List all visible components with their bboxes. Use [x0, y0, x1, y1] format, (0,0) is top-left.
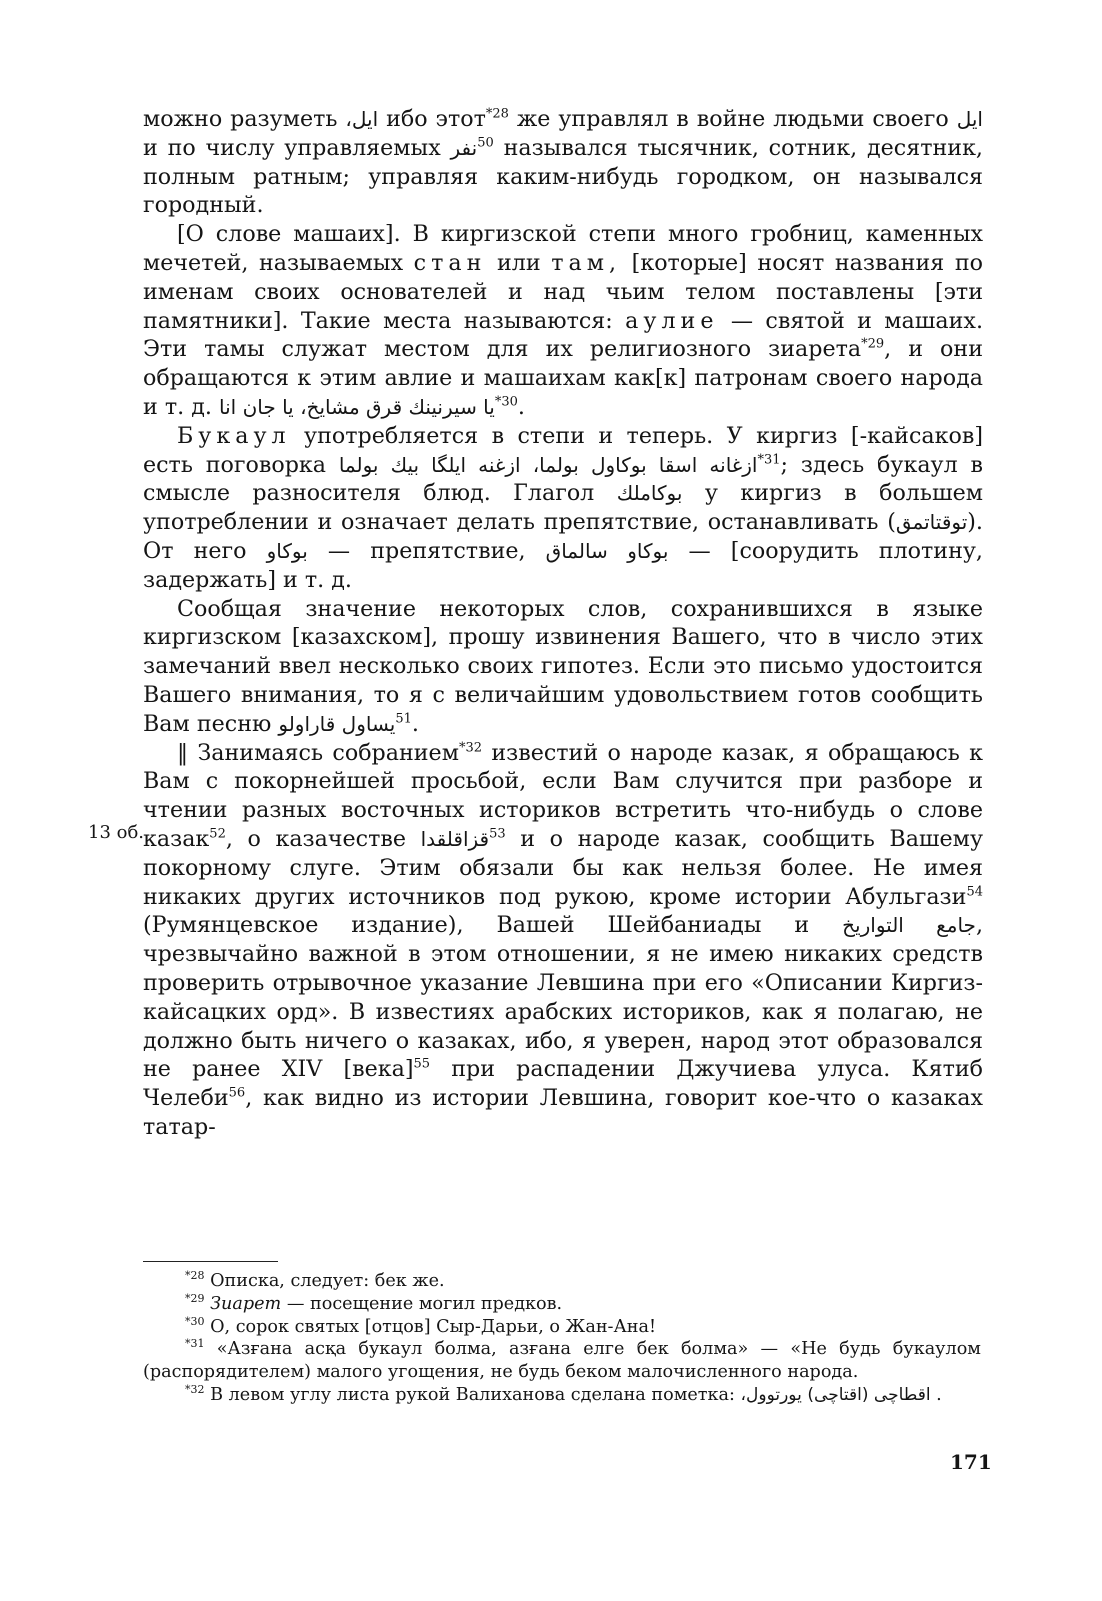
- text-run: .: [517, 393, 525, 420]
- text-run: , и они обращаются к этим авлие и машаихам как[к] патронам своего народа и т. д.: [143, 336, 983, 420]
- arabic-word: قزاقلقدا: [420, 826, 490, 851]
- footnote-ref: *31: [757, 452, 781, 468]
- endnote-ref: 52: [209, 826, 226, 842]
- footnote-term: Зиарет: [210, 1293, 282, 1314]
- arabic-word: توقتاتمق: [895, 510, 968, 535]
- text-run: у киргиз в большем употреблении и означает делать препятствие, останавливать (: [143, 480, 983, 536]
- arabic-phrase: اقطاچی (اقتاچی): [807, 1384, 931, 1405]
- text-run: же управлял в войне людьми своего: [508, 106, 957, 132]
- endnote-ref: 56: [228, 1085, 246, 1101]
- text-run: ). От него: [143, 509, 983, 564]
- arabic-phrase: یساول قاراولو: [278, 711, 396, 736]
- paragraph-2: [143, 220, 983, 422]
- endnote-ref: 51: [395, 711, 412, 727]
- arabic-word: نفر: [450, 135, 478, 160]
- paragraph-1: [143, 105, 983, 220]
- text-run: или: [486, 249, 552, 276]
- spaced-term: аулие: [625, 307, 719, 334]
- arabic-word: بوکاو: [266, 538, 308, 563]
- text-run: (Румянцевское издание), Вашей Шейбаниады и: [143, 912, 843, 939]
- text-run: и о народе казак, сообщить Вашему покорному слуге. Этим обязали бы как нельзя более. Не имея никаких других источников под рукою, кроме истории Абульгази: [143, 825, 983, 910]
- text-run: , как видно из истории Левшина, говорит кое-что о казаках татар-: [143, 1085, 983, 1140]
- footnote-number: *28: [185, 1269, 205, 1283]
- text-run: можно разуметь: [143, 106, 346, 132]
- footnote-text: — посещение могил предков.: [281, 1293, 563, 1314]
- arabic-phrase: جامع التواریخ: [842, 913, 976, 938]
- footnote-32: [143, 1384, 981, 1407]
- arabic-word: ایل،: [345, 107, 379, 131]
- arabic-word: یورتوول،: [740, 1384, 802, 1405]
- text-run: [которые] носят названия по именам своих основателей и над чьим телом поставлены [эти памятники]. Такие места называются:: [143, 249, 983, 334]
- main-text: [143, 105, 983, 1142]
- spaced-term: Букаул: [177, 422, 291, 449]
- text-run: и по числу управляемых: [143, 134, 451, 161]
- footnote-text: О, сорок святых [отцов] Сыр-Дарьи, о Жан-Ана!: [204, 1316, 657, 1337]
- footnote-ref: *28: [485, 106, 509, 122]
- footnote-text: .: [930, 1384, 942, 1405]
- footnote-ref: *29: [861, 336, 885, 352]
- spaced-term: там,: [551, 249, 622, 276]
- endnote-ref: 54: [966, 884, 983, 900]
- paragraph-5: [143, 739, 983, 1142]
- arabic-word: ایل: [956, 107, 983, 131]
- arabic-phrase: ازغانه اسقا بوکاول بولما، ازغنه ایلگا بیك بولما: [338, 452, 758, 477]
- footnotes: [143, 1270, 981, 1407]
- paragraph-3: [143, 422, 983, 595]
- text-run: употребляется в степи и теперь. У киргиз [-кайсаков] есть поговорка: [143, 422, 983, 478]
- footnote-number: *32: [185, 1383, 205, 1397]
- arabic-phrase: یا سیرنینك قرق مشایخ، یا جان انا: [219, 394, 495, 419]
- text-run: — святой и машаих. Эти тамы служат местом для их религиозного зиарета: [143, 307, 983, 363]
- text-run: .: [411, 710, 419, 737]
- page-number: 171: [950, 1450, 992, 1474]
- text-run: ‖ Занимаясь собранием: [177, 739, 459, 766]
- footnote-text: «Азғана асқа букаул болма, азғана елге бек болма» — «Не будь букаулом (распорядителем) малого угощения, не будь беком малочисленного народа.: [143, 1339, 981, 1383]
- footnote-30: [143, 1316, 981, 1339]
- footnote-31: [143, 1338, 981, 1384]
- text-run: ; здесь букаул в смысле разносителя блюд. Глагол: [143, 451, 984, 507]
- endnote-ref: 55: [413, 1056, 431, 1072]
- spaced-term: стан: [413, 249, 487, 276]
- paragraph-4: [143, 595, 983, 739]
- text-run: — препятствие,: [307, 537, 546, 564]
- text-run: известий о народе казак, я обращаюсь к Вам с покорнейшей просьбой, если Вам случится при разборе и чтении разных восточных историков встретить что-нибудь о слове казак: [143, 739, 983, 852]
- footnote-ref: *32: [458, 740, 482, 756]
- text-run: , чрезвычайно важной в этом отношении, я не имею никаких средств проверить отрывочное указание Левшина при его «Описании Киргиз-кайсацких орд». В известиях арабских историков, как я полагаю, не должно быть ничего о казаках, ибо, я уверен, народ этот образовался не ранее XIV [века]: [143, 912, 983, 1083]
- text-run: ибо этот: [378, 106, 486, 132]
- text-run: назывался тысячник, сотник, десятник, полным ратным; управляя каким-нибудь городком, он назывался городный.: [143, 134, 983, 219]
- endnote-ref: 53: [489, 826, 506, 842]
- text-run: , о казачестве: [225, 825, 421, 852]
- text-run: Сообщая значение некоторых слов, сохранившихся в языке киргизском [казахском], прошу извинения Вашего, что в число этих замечаний ввел несколько своих гипотез. Если это письмо удостоится Вашего внимания, то я с величайшим удовольствием готов сообщить Вам песню: [143, 595, 983, 737]
- footnote-number: *29: [185, 1291, 205, 1305]
- footnote-divider: [143, 1261, 278, 1262]
- footnote-text: Описка, следует: бек же.: [204, 1271, 445, 1291]
- arabic-word: بوکاملك: [616, 481, 683, 506]
- footnote-number: *30: [185, 1314, 205, 1328]
- endnote-ref: 50: [477, 135, 494, 151]
- footnote-number: *31: [185, 1337, 205, 1351]
- text-run: [О слове машаих]. В киргизской степи много гробниц, каменных мечетей, называемых: [143, 221, 983, 276]
- footnote-29: [143, 1293, 981, 1316]
- arabic-phrase: بوکاو سالماق: [545, 538, 669, 563]
- margin-note: 13 об.: [88, 822, 145, 843]
- footnote-28: [143, 1270, 981, 1293]
- footnote-text: В левом углу листа рукой Валиханова сделана пометка:: [204, 1384, 741, 1405]
- text-run: — [соорудить плотину, задержать] и т. д.: [143, 537, 983, 593]
- footnote-ref: *30: [494, 394, 518, 410]
- text-run: при распадении Джучиева улуса. Кятиб Челеби: [143, 1056, 984, 1112]
